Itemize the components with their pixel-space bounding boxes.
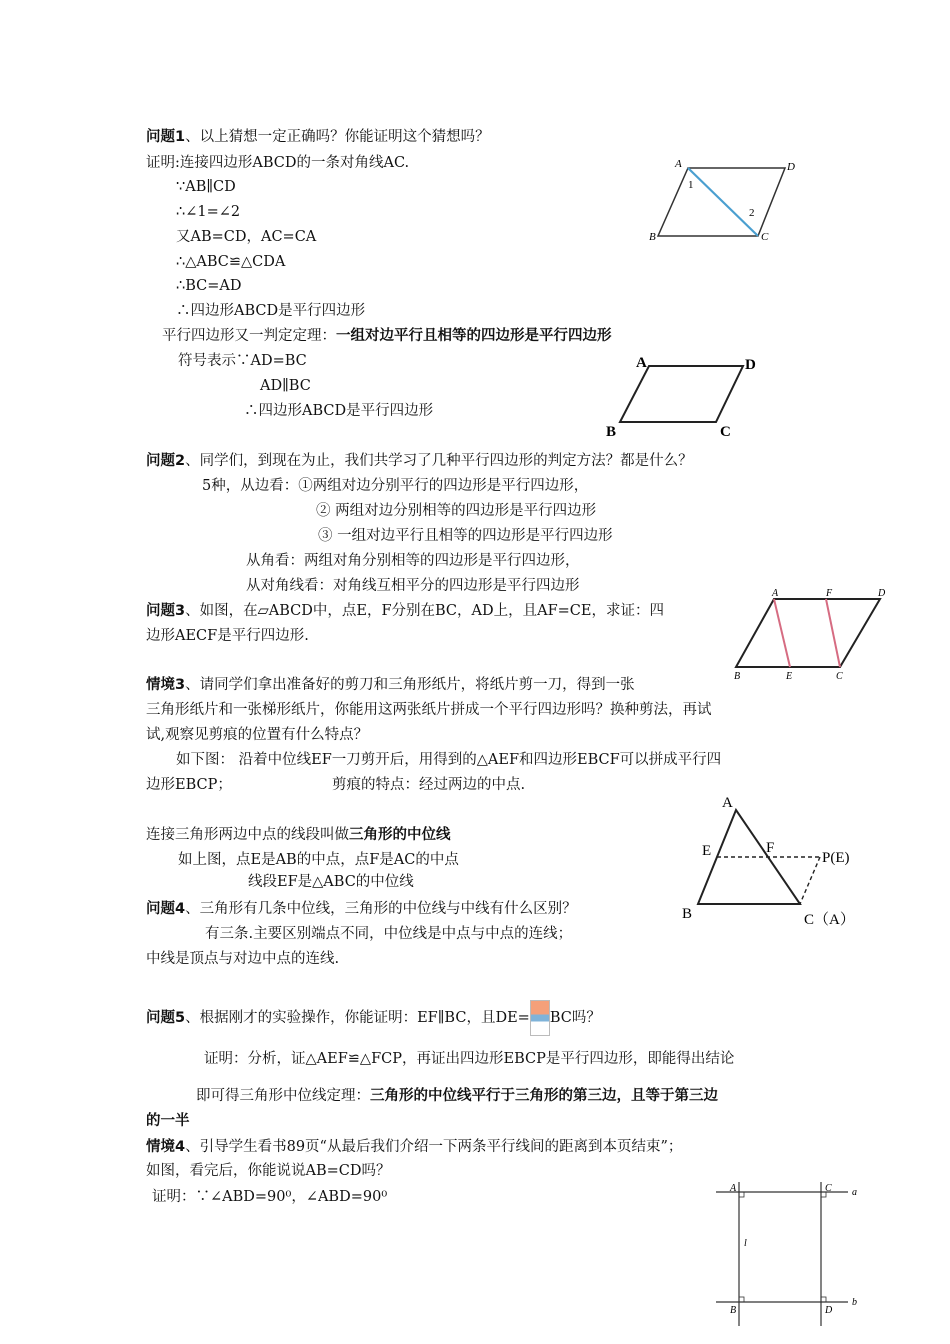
method-line: ③ 一组对边平行且相等的四边形是平行四边形 [318, 528, 613, 544]
answer-line: 有三条.主要区别端点不同，中位线是中点与中点的连线； [205, 926, 573, 942]
method-line: 从对角线看：对角线互相平分的四边形是平行四边形 [246, 578, 580, 594]
label-c: C [825, 1183, 832, 1194]
question-2: 问题2、同学们，到现在为止，我们共学习了几种平行四边形的判定方法？都是什么？ [146, 453, 693, 469]
theorem-line-cont: 的一半 [146, 1113, 190, 1129]
figure-parallelogram [600, 350, 770, 445]
figure-parallel-lines [712, 1178, 882, 1328]
label-a: A [675, 158, 682, 170]
label-c: C（A） [804, 912, 855, 928]
scenario-line: 试,观察见剪痕的位置有什么特点？ [146, 727, 369, 743]
proof-line: 证明:连接四边形ABCD的一条对角线AC. [146, 155, 410, 171]
label-b: B [682, 906, 693, 922]
midline-line: 线段EF是△ABC的中位线 [248, 874, 414, 890]
label-line-a: a [852, 1187, 857, 1198]
label-f: F [766, 840, 775, 856]
label-c: C [836, 671, 843, 682]
scenario-line: 如下图： 沿着中位线EF一刀剪开后，用得到的△AEF和四边形EBCF可以拼成平行四 [176, 752, 722, 768]
scenario-line: 三角形纸片和一张梯形纸片，你能用这两张纸片拼成一个平行四边形吗？换种剪法，再试 [146, 702, 712, 718]
scenario-line-b: 剪痕的特点：经过两边的中点. [332, 777, 526, 793]
label-c: C [720, 424, 731, 440]
segment-ae [774, 599, 790, 667]
question-3-cont: 边形AECF是平行四边形. [146, 628, 309, 644]
theorem-line: 即可得三角形中位线定理：三角形的中位线平行于三角形的第三边，且等于第三边 [196, 1088, 718, 1104]
label-f: F [826, 588, 833, 599]
figure-parallelogram-aecf [730, 585, 890, 685]
question-3: 问题3、如图，在▱ABCD中，点E，F分别在BC，AD上，且AF=CE，求证：四 [146, 603, 664, 619]
label-b: B [649, 231, 656, 243]
fraction-image-icon [530, 1000, 550, 1036]
diagonal-ac [688, 168, 758, 236]
question-5: 问题5、根据刚才的实验操作，你能证明：EF∥BC，且DE= BC吗？ [146, 1000, 601, 1036]
scenario-3: 情境3、请同学们拿出准备好的剪刀和三角形纸片，将纸片剪一刀，得到一张 [146, 677, 635, 693]
proof-line: ∵AB∥CD [176, 179, 236, 195]
theorem-text: 一组对边平行且相等的四边形是平行四边形 [336, 328, 612, 344]
segment-fc [826, 599, 840, 667]
proof-line: 又AB=CD，AC=CA [176, 229, 317, 245]
label-l: l [744, 1238, 747, 1249]
angle-2-label: 2 [749, 207, 755, 219]
label-a: A [636, 355, 647, 371]
angle-1-label: 1 [688, 179, 694, 191]
proof-line: ∴△ABC≌△CDA [176, 254, 286, 270]
label-d: D [825, 1305, 833, 1316]
label-line-b: b [852, 1297, 857, 1308]
label-b: B [730, 1305, 737, 1316]
question-4: 问题4、三角形有几条中位线，三角形的中位线与中线有什么区别？ [146, 901, 577, 917]
scenario-line: 如图，看完后，你能说说AB=CD吗？ [146, 1163, 391, 1179]
midline-line: 如上图，点E是AB的中点，点F是AC的中点 [178, 852, 459, 868]
question-1 [146, 128, 490, 146]
label-d: D [878, 588, 886, 599]
proof-line: 证明：分析，证△AEF≌△FCP，再证出四边形EBCP是平行四边形，即能得出结论 [204, 1051, 735, 1067]
label-b: B [606, 424, 617, 440]
proof-line: ∴四边形ABCD是平行四边形 [176, 303, 366, 319]
label-a: A [772, 588, 779, 599]
proof-line: ∴∠1=∠2 [176, 204, 241, 220]
label-d: D [787, 161, 795, 173]
question-1-label: 问题1 [146, 129, 186, 145]
midline-definition: 连接三角形两边中点的线段叫做三角形的中位线 [146, 827, 451, 843]
label-b: B [734, 671, 741, 682]
label-e: E [702, 843, 712, 859]
theorem-line: 平行四边形又一判定定理：一组对边平行且相等的四边形是平行四边形 [162, 328, 612, 344]
method-line: 5种，从边看：①两组对边分别平行的四边形是平行四边形， [202, 478, 589, 494]
symbol-line: ∴四边形ABCD是平行四边形 [244, 403, 434, 419]
scenario-line-a: 边形EBCP； [146, 777, 232, 793]
method-line: 从角看：两组对角分别相等的四边形是平行四边形， [246, 553, 580, 569]
method-line: ② 两组对边分别相等的四边形是平行四边形 [316, 503, 597, 519]
proof-line: ∴BC=AD [176, 278, 242, 294]
label-a: A [730, 1183, 737, 1194]
figure-parallelogram-diagonal [645, 150, 805, 250]
symbol-line: 符号表示∵AD=BC [178, 353, 307, 369]
scenario-4: 情境4、引导学生看书89页“从最后我们介绍一下两条平行线间的距离到本页结束”； [146, 1139, 683, 1155]
label-p: P(E) [822, 850, 850, 866]
symbol-line: AD∥BC [260, 378, 311, 394]
question-1-text: 、以上猜想一定正确吗？你能证明这个猜想吗？ [185, 129, 490, 145]
label-a: A [722, 795, 733, 811]
proof-line: 证明：∵∠ABD=90⁰，∠ABD=90⁰ [152, 1189, 388, 1205]
label-c: C [761, 231, 769, 243]
label-d: D [745, 357, 756, 373]
label-e: E [786, 671, 793, 682]
figure-triangle-midline [680, 792, 870, 932]
segment-pc [800, 857, 820, 904]
answer-line: 中线是顶点与对边中点的连线. [146, 951, 340, 967]
